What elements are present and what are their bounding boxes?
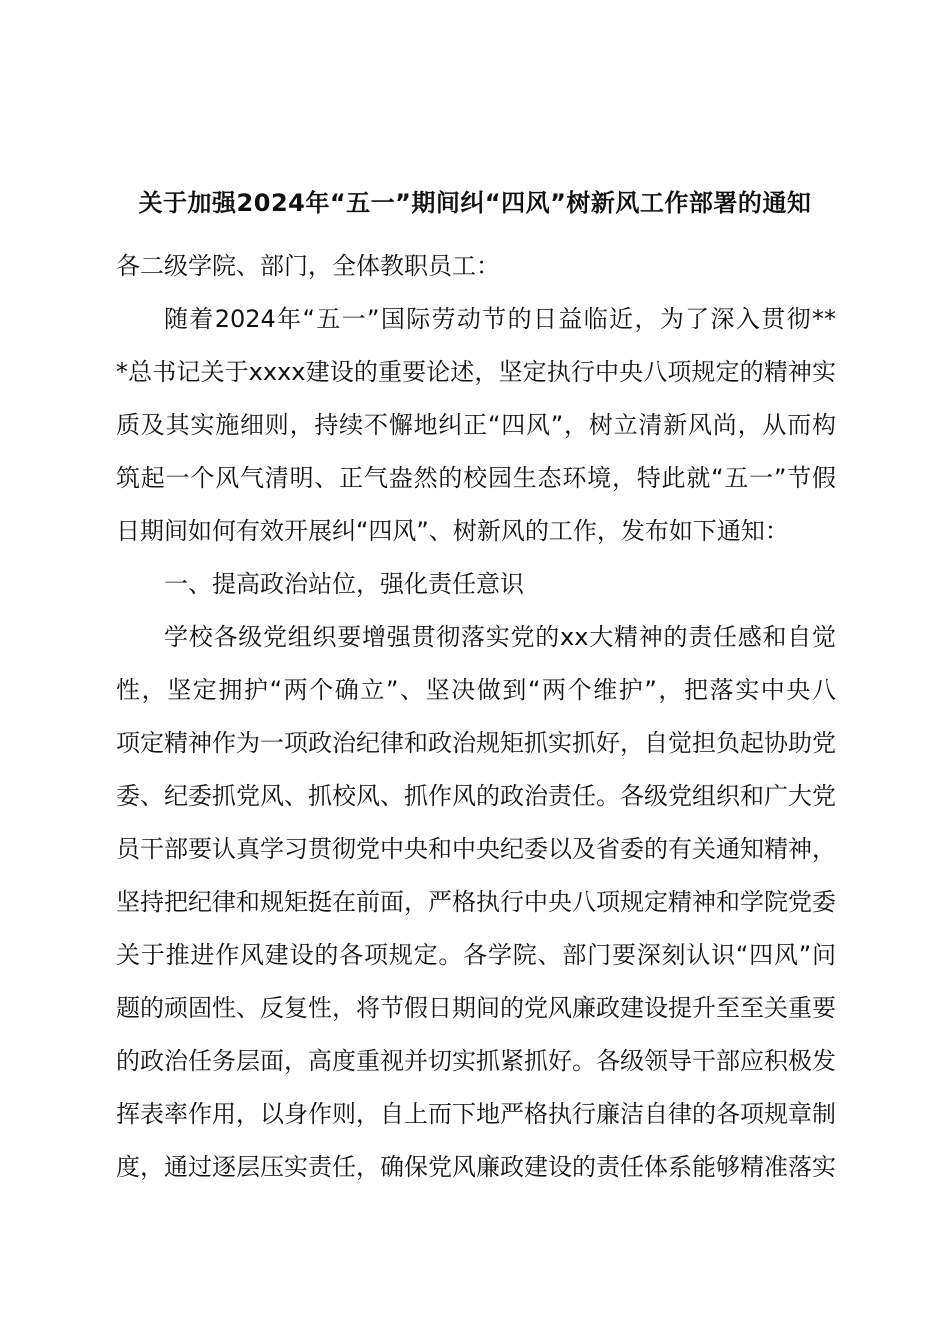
salutation-line: 各二级学院、部门，全体教职员工： <box>116 252 500 280</box>
paragraph-line: 委、纪委抓党风、抓校风、抓作风的政治责任。各级党组织和广大党 <box>116 782 836 810</box>
paragraph-line: 关于推进作风建设的各项规定。各学院、部门要深刻认识“四风”问 <box>116 941 836 969</box>
paragraph-line: 员干部要认真学习贯彻党中央和中央纪委以及省委的有关通知精神， <box>116 835 836 863</box>
paragraph-line: 性，坚定拥护“两个确立”、坚决做到“两个维护”，把落实中央八 <box>116 676 836 704</box>
paragraph-line: 随着2024年“五一”国际劳动节的日益临近，为了深入贯彻** <box>164 305 836 333</box>
paragraph-line: 的政治任务层面，高度重视并切实抓紧抓好。各级领导干部应积极发 <box>116 1047 836 1075</box>
paragraph-line: 筑起一个风气清明、正气盎然的校园生态环境，特此就“五一”节假 <box>116 464 836 492</box>
paragraph-line: 度，通过逐层压实责任，确保党风廉政建设的责任体系能够精准落实 <box>116 1153 836 1181</box>
paragraph-line: 学校各级党组织要增强贯彻落实党的xx大精神的责任感和自觉 <box>164 623 836 651</box>
paragraph-line: 坚持把纪律和规矩挺在前面，严格执行中央八项规定精神和学院党委 <box>116 888 836 916</box>
paragraph-line: 质及其实施细则，持续不懈地纠正“四风”，树立清新风尚，从而构 <box>116 411 836 439</box>
paragraph-line: 项定精神作为一项政治纪律和政治规矩抓实抓好，自觉担负起协助党 <box>116 729 836 757</box>
document-title: 关于加强2024年“五一”期间纠“四风”树新风工作部署的通知 <box>138 189 812 217</box>
document-body <box>116 240 836 1194</box>
paragraph-line: 题的顽固性、反复性，将节假日期间的党风廉政建设提升至至关重要 <box>116 994 836 1022</box>
paragraph-line: 日期间如何有效开展纠“四风”、树新风的工作，发布如下通知： <box>116 517 789 545</box>
paragraph-line: *总书记关于xxxx建设的重要论述，坚定执行中央八项规定的精神实 <box>116 358 836 386</box>
paragraph-line: 挥表率作用，以身作则，自上而下地严格执行廉洁自律的各项规章制 <box>116 1100 836 1128</box>
section-heading: 一、提高政治站位，强化责任意识 <box>164 570 524 598</box>
